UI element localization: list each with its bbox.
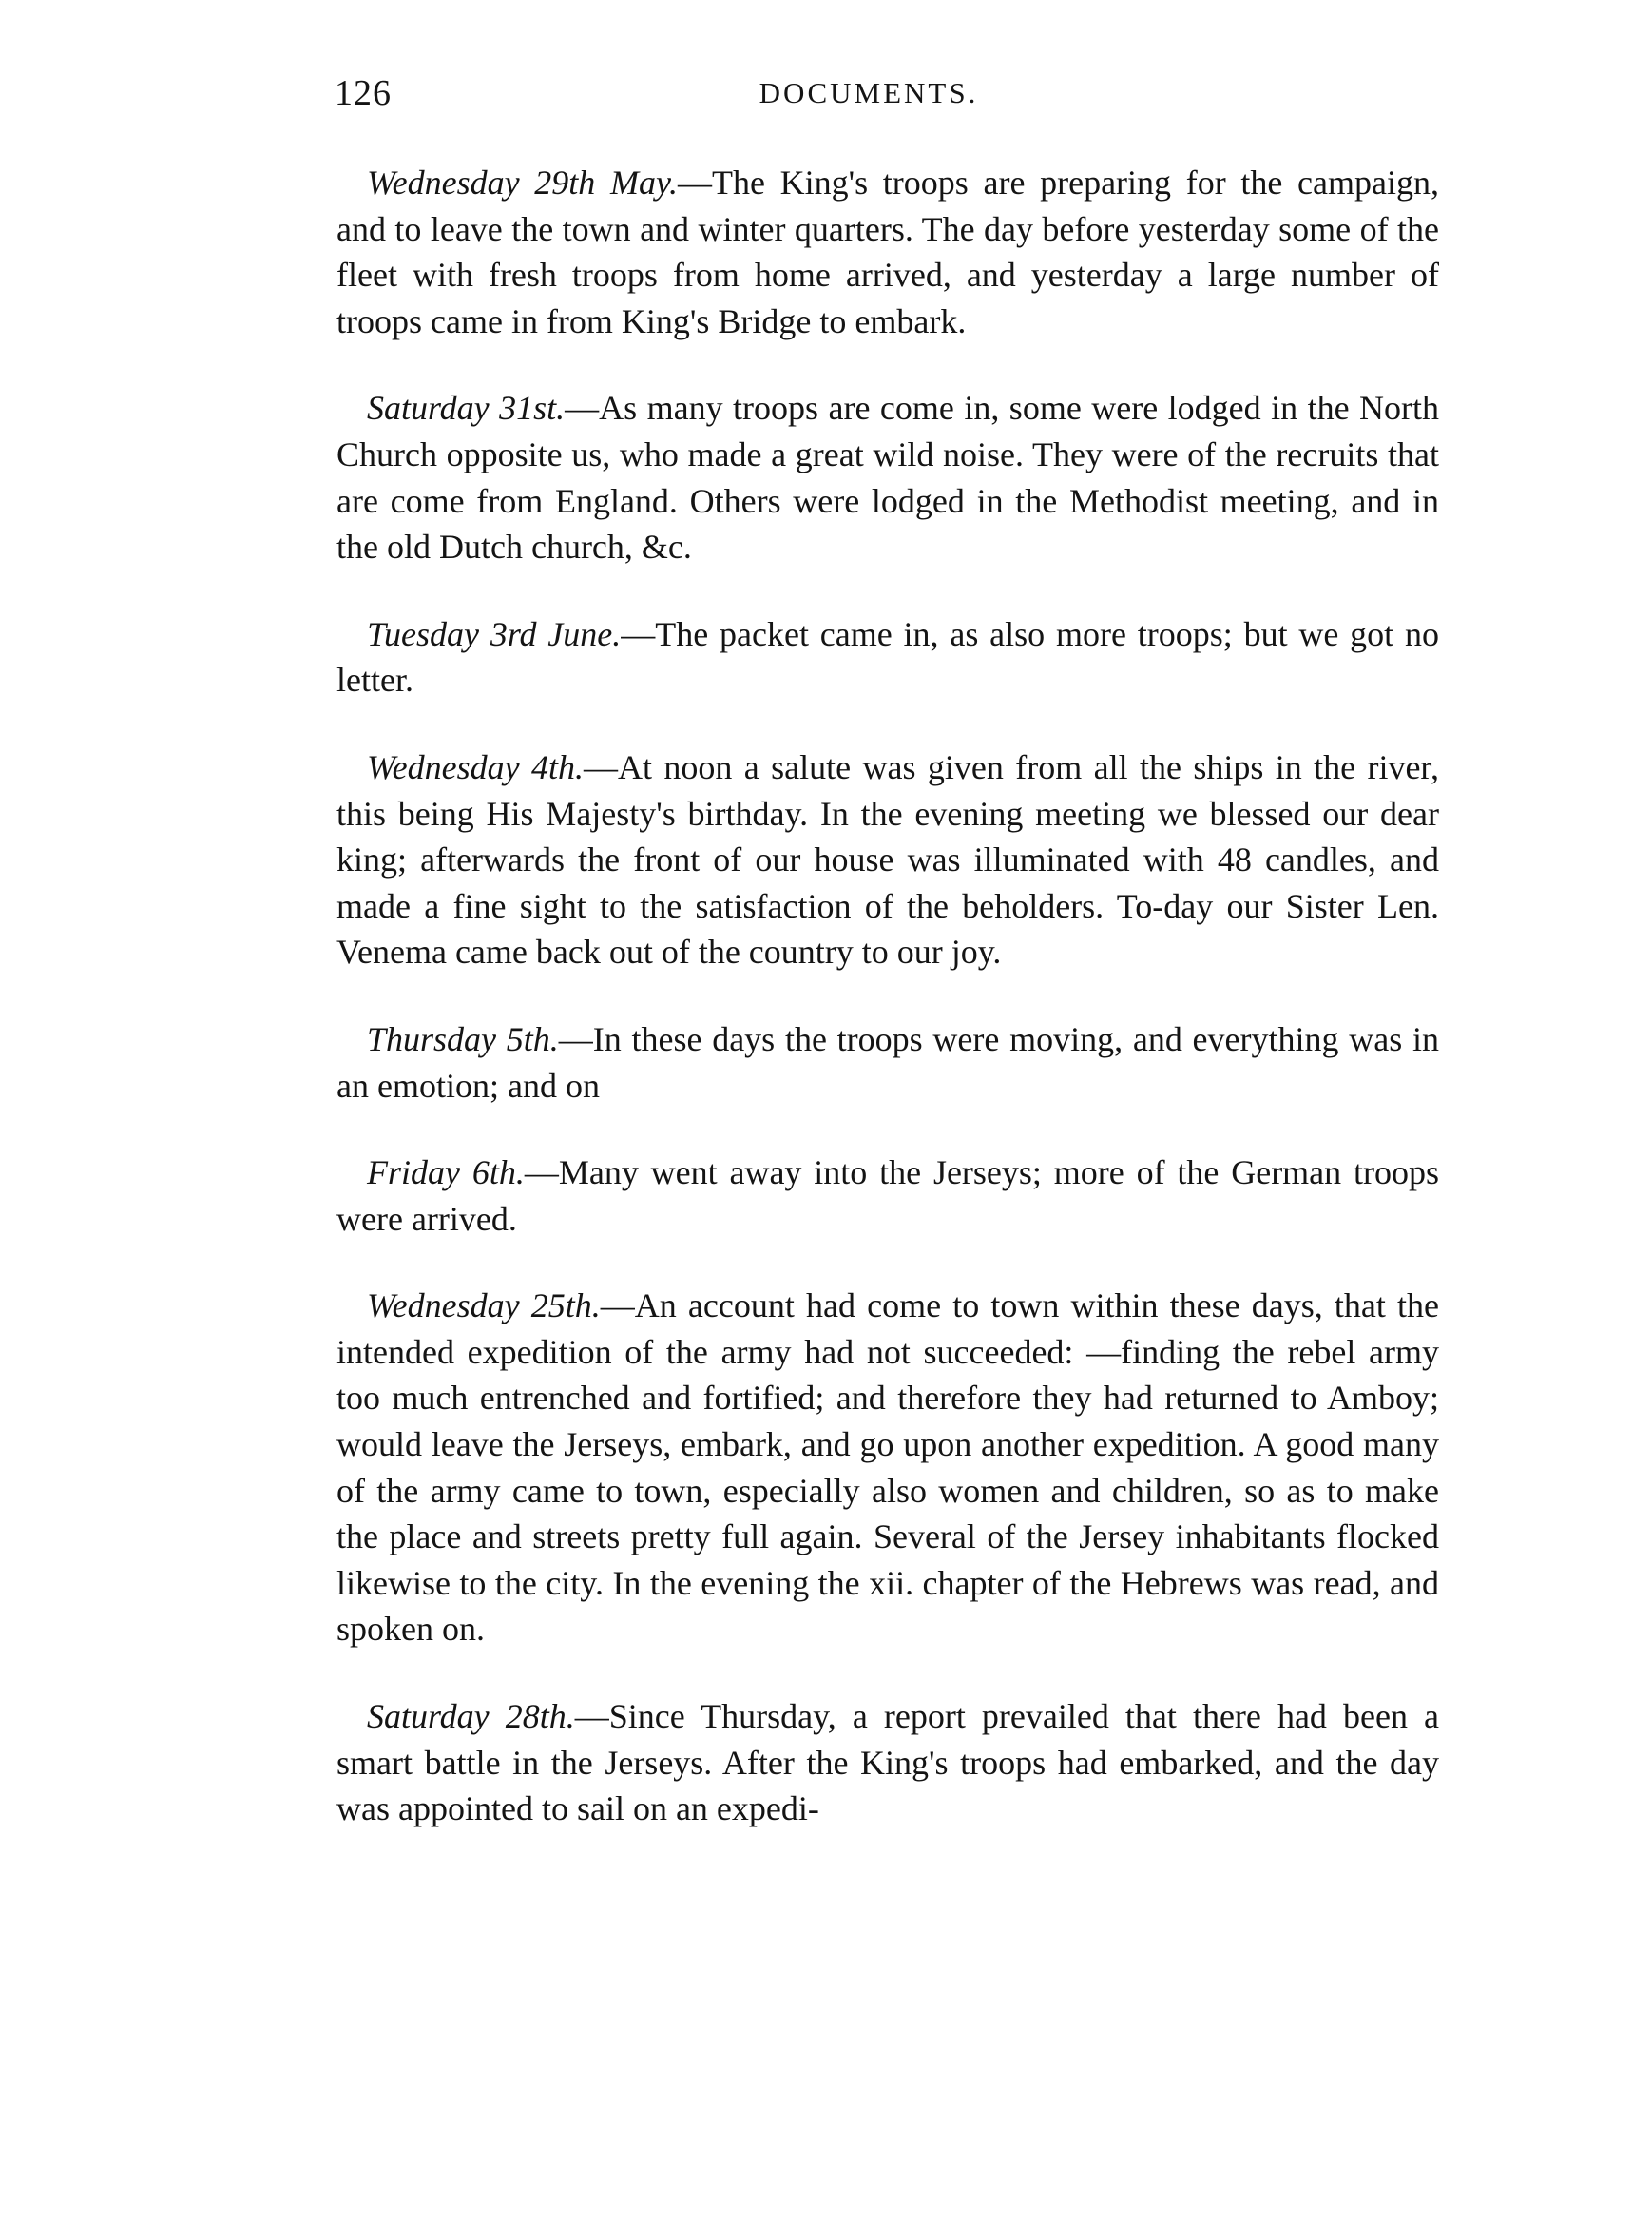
entry-wednesday-4th	[336, 744, 1439, 976]
entry-text: —Many went away into the Jerseys; more of the German troops were arrived.	[336, 1153, 1440, 1238]
page-number: 126	[335, 73, 392, 113]
running-head: DOCUMENTS.	[759, 76, 979, 109]
entry-date: Wednesday 4th.	[367, 747, 585, 786]
entry-date: Tuesday 3rd June.	[367, 614, 622, 653]
entry-text: —As many troops are come in, some were lodged in the North Church opposite us, who made a great wild noise. They were of the recruits that are come from England. Others were lodged in the Methodist meeting, and in the old Dutch church, &c.	[336, 389, 1440, 567]
entry-date: Saturday 31st.	[367, 389, 566, 428]
entry-text: —In these days the troops were moving, and everything was in an emotion; and on	[336, 1019, 1439, 1105]
entry-saturday-28th	[336, 1693, 1439, 1832]
entry-date: Wednesday 25th.	[367, 1286, 601, 1325]
body-text	[336, 160, 1439, 1873]
entry-text: —At noon a salute was given from all the ships in the river, this being His Majesty's birthday. In the evening meeting we blessed our dear king; afterwards the front of our house was illuminated with 48 candles, and made a fine sight to the satisfaction of the beholders. To-day our Sister Len. Venema came back out of the country to our joy.	[336, 747, 1439, 972]
entry-text: —An account had come to town within these days, that the intended expedition of the army had not succeeded: —finding the rebel army too much entrenched and fortified; and therefore they had returned to Amboy; would leave the Jerseys, embark, and go upon another expedition. A good many of the army came to town, especially also women and children, so as to make the place and streets pretty full again. Several of the Jersey inhabitants flocked likewise to the city. In the evening the xii. chapter of the Hebrews was read, and spoken on.	[336, 1286, 1439, 1649]
entry-tuesday-3rd-june	[336, 611, 1439, 704]
entry-date: Saturday 28th.	[367, 1697, 575, 1736]
entry-date: Friday 6th.	[367, 1153, 525, 1192]
entry-text: —The packet came in, as also more troops; but we got no letter.	[336, 614, 1439, 700]
entry-date: Thursday 5th.	[367, 1019, 559, 1058]
entry-friday-6th	[336, 1150, 1439, 1242]
entry-wednesday-29th-may	[336, 160, 1439, 344]
entry-wednesday-25th	[336, 1283, 1439, 1652]
entry-text: —The King's troops are preparing for the campaign, and to leave the town and winter quarters. The day before yesterday some of the fleet with fresh troops from home arrived, and yesterday a large number of troops came in from King's Bridge to embark.	[336, 164, 1439, 340]
entry-saturday-31st	[336, 385, 1439, 570]
entry-thursday-5th	[336, 1016, 1439, 1109]
entry-date: Wednesday 29th May.	[367, 164, 678, 202]
entry-text: —Since Thursday, a report prevailed that there had been a smart battle in the Jerseys. After the King's troops had embarked, and the day was appointed to sail on an expedi-	[336, 1697, 1440, 1828]
